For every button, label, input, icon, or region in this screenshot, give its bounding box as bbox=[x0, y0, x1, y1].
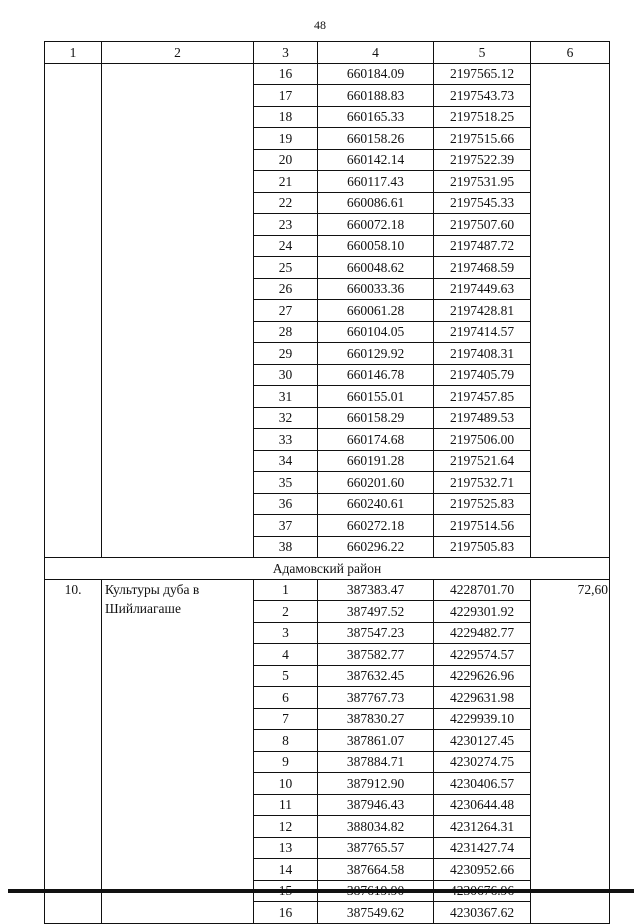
point-number: 22 bbox=[254, 192, 318, 214]
point-number: 14 bbox=[254, 859, 318, 881]
entry-name: Культуры дуба в Шийлиагаше bbox=[102, 579, 254, 923]
point-number: 19 bbox=[254, 128, 318, 150]
y-coordinate: 2197514.56 bbox=[434, 515, 531, 537]
y-coordinate: 2197457.85 bbox=[434, 386, 531, 408]
point-number: 1 bbox=[254, 579, 318, 601]
region-name: Адамовский район bbox=[45, 558, 610, 580]
point-number: 4 bbox=[254, 644, 318, 666]
point-number: 7 bbox=[254, 708, 318, 730]
point-number: 16 bbox=[254, 902, 318, 924]
point-number: 36 bbox=[254, 493, 318, 515]
x-coordinate: 660296.22 bbox=[318, 536, 434, 558]
x-coordinate: 387861.07 bbox=[318, 730, 434, 752]
x-coordinate: 660201.60 bbox=[318, 472, 434, 494]
point-number: 9 bbox=[254, 751, 318, 773]
x-coordinate: 660061.28 bbox=[318, 300, 434, 322]
header-row bbox=[45, 42, 610, 64]
x-coordinate: 660072.18 bbox=[318, 214, 434, 236]
y-coordinate: 2197507.60 bbox=[434, 214, 531, 236]
point-number: 35 bbox=[254, 472, 318, 494]
y-coordinate: 4231264.31 bbox=[434, 816, 531, 838]
area-cell bbox=[531, 63, 610, 558]
header-col-1: 1 bbox=[45, 42, 102, 64]
point-number: 24 bbox=[254, 235, 318, 257]
x-coordinate: 387632.45 bbox=[318, 665, 434, 687]
number-cell bbox=[45, 63, 102, 558]
point-number: 37 bbox=[254, 515, 318, 537]
table-row bbox=[45, 63, 610, 85]
point-number: 23 bbox=[254, 214, 318, 236]
point-number: 30 bbox=[254, 364, 318, 386]
point-number: 28 bbox=[254, 321, 318, 343]
y-coordinate: 2197506.00 bbox=[434, 429, 531, 451]
point-number: 18 bbox=[254, 106, 318, 128]
x-coordinate: 660146.78 bbox=[318, 364, 434, 386]
point-number: 33 bbox=[254, 429, 318, 451]
y-coordinate: 4229939.10 bbox=[434, 708, 531, 730]
point-number: 29 bbox=[254, 343, 318, 365]
y-coordinate: 4230406.57 bbox=[434, 773, 531, 795]
y-coordinate: 2197543.73 bbox=[434, 85, 531, 107]
x-coordinate: 660048.62 bbox=[318, 257, 434, 279]
y-coordinate: 4229301.92 bbox=[434, 601, 531, 623]
x-coordinate: 387884.71 bbox=[318, 751, 434, 773]
entry-number: 10. bbox=[45, 579, 102, 923]
y-coordinate: 4230367.62 bbox=[434, 902, 531, 924]
point-number: 20 bbox=[254, 149, 318, 171]
region-row bbox=[45, 558, 610, 580]
y-coordinate: 4229574.57 bbox=[434, 644, 531, 666]
x-coordinate: 660142.14 bbox=[318, 149, 434, 171]
x-coordinate: 660272.18 bbox=[318, 515, 434, 537]
y-coordinate: 4228701.70 bbox=[434, 579, 531, 601]
header-col-5: 5 bbox=[434, 42, 531, 64]
x-coordinate: 660158.29 bbox=[318, 407, 434, 429]
header-col-6: 6 bbox=[531, 42, 610, 64]
header-col-2: 2 bbox=[102, 42, 254, 64]
y-coordinate: 2197532.71 bbox=[434, 472, 531, 494]
y-coordinate: 2197565.12 bbox=[434, 63, 531, 85]
y-coordinate: 2197487.72 bbox=[434, 235, 531, 257]
point-number: 26 bbox=[254, 278, 318, 300]
x-coordinate: 387549.62 bbox=[318, 902, 434, 924]
page-number: 48 bbox=[314, 18, 326, 32]
y-coordinate: 4230274.75 bbox=[434, 751, 531, 773]
x-coordinate: 387664.58 bbox=[318, 859, 434, 881]
point-number: 13 bbox=[254, 837, 318, 859]
x-coordinate: 387765.57 bbox=[318, 837, 434, 859]
point-number: 32 bbox=[254, 407, 318, 429]
table-row bbox=[45, 579, 610, 601]
x-coordinate: 660184.09 bbox=[318, 63, 434, 85]
x-coordinate: 660058.10 bbox=[318, 235, 434, 257]
x-coordinate: 387946.43 bbox=[318, 794, 434, 816]
x-coordinate: 660240.61 bbox=[318, 493, 434, 515]
point-number: 8 bbox=[254, 730, 318, 752]
point-number: 27 bbox=[254, 300, 318, 322]
y-coordinate: 2197489.53 bbox=[434, 407, 531, 429]
point-number: 5 bbox=[254, 665, 318, 687]
y-coordinate: 2197521.64 bbox=[434, 450, 531, 472]
y-coordinate: 4229626.96 bbox=[434, 665, 531, 687]
x-coordinate: 660158.26 bbox=[318, 128, 434, 150]
point-number: 21 bbox=[254, 171, 318, 193]
x-coordinate: 388034.82 bbox=[318, 816, 434, 838]
x-coordinate: 660086.61 bbox=[318, 192, 434, 214]
x-coordinate: 387912.90 bbox=[318, 773, 434, 795]
x-coordinate: 660033.36 bbox=[318, 278, 434, 300]
y-coordinate: 2197449.63 bbox=[434, 278, 531, 300]
point-number: 3 bbox=[254, 622, 318, 644]
y-coordinate: 2197408.31 bbox=[434, 343, 531, 365]
x-coordinate: 387497.52 bbox=[318, 601, 434, 623]
header-col-4: 4 bbox=[318, 42, 434, 64]
y-coordinate: 2197518.25 bbox=[434, 106, 531, 128]
bottom-rule bbox=[8, 889, 634, 893]
y-coordinate: 4230952.66 bbox=[434, 859, 531, 881]
y-coordinate: 2197531.95 bbox=[434, 171, 531, 193]
y-coordinate: 4229631.98 bbox=[434, 687, 531, 709]
point-number: 12 bbox=[254, 816, 318, 838]
x-coordinate: 660174.68 bbox=[318, 429, 434, 451]
x-coordinate: 660155.01 bbox=[318, 386, 434, 408]
y-coordinate: 2197515.66 bbox=[434, 128, 531, 150]
y-coordinate: 2197522.39 bbox=[434, 149, 531, 171]
x-coordinate: 387383.47 bbox=[318, 579, 434, 601]
point-number: 17 bbox=[254, 85, 318, 107]
y-coordinate: 2197405.79 bbox=[434, 364, 531, 386]
point-number: 31 bbox=[254, 386, 318, 408]
point-number: 10 bbox=[254, 773, 318, 795]
x-coordinate: 660104.05 bbox=[318, 321, 434, 343]
x-coordinate: 387767.73 bbox=[318, 687, 434, 709]
y-coordinate: 2197545.33 bbox=[434, 192, 531, 214]
x-coordinate: 660129.92 bbox=[318, 343, 434, 365]
y-coordinate: 2197414.57 bbox=[434, 321, 531, 343]
point-number: 11 bbox=[254, 794, 318, 816]
name-cell bbox=[102, 63, 254, 558]
y-coordinate: 2197525.83 bbox=[434, 493, 531, 515]
y-coordinate: 2197505.83 bbox=[434, 536, 531, 558]
point-number: 38 bbox=[254, 536, 318, 558]
x-coordinate: 387547.23 bbox=[318, 622, 434, 644]
entry-area: 72,60 bbox=[531, 579, 610, 923]
y-coordinate: 2197468.59 bbox=[434, 257, 531, 279]
y-coordinate: 4230644.48 bbox=[434, 794, 531, 816]
x-coordinate: 387830.27 bbox=[318, 708, 434, 730]
x-coordinate: 660188.83 bbox=[318, 85, 434, 107]
x-coordinate: 660191.28 bbox=[318, 450, 434, 472]
x-coordinate: 387582.77 bbox=[318, 644, 434, 666]
point-number: 25 bbox=[254, 257, 318, 279]
coordinates-table bbox=[44, 41, 610, 924]
y-coordinate: 4231427.74 bbox=[434, 837, 531, 859]
point-number: 2 bbox=[254, 601, 318, 623]
x-coordinate: 660117.43 bbox=[318, 171, 434, 193]
header-col-3: 3 bbox=[254, 42, 318, 64]
point-number: 6 bbox=[254, 687, 318, 709]
y-coordinate: 2197428.81 bbox=[434, 300, 531, 322]
y-coordinate: 4230127.45 bbox=[434, 730, 531, 752]
x-coordinate: 660165.33 bbox=[318, 106, 434, 128]
y-coordinate: 4229482.77 bbox=[434, 622, 531, 644]
point-number: 16 bbox=[254, 63, 318, 85]
point-number: 34 bbox=[254, 450, 318, 472]
